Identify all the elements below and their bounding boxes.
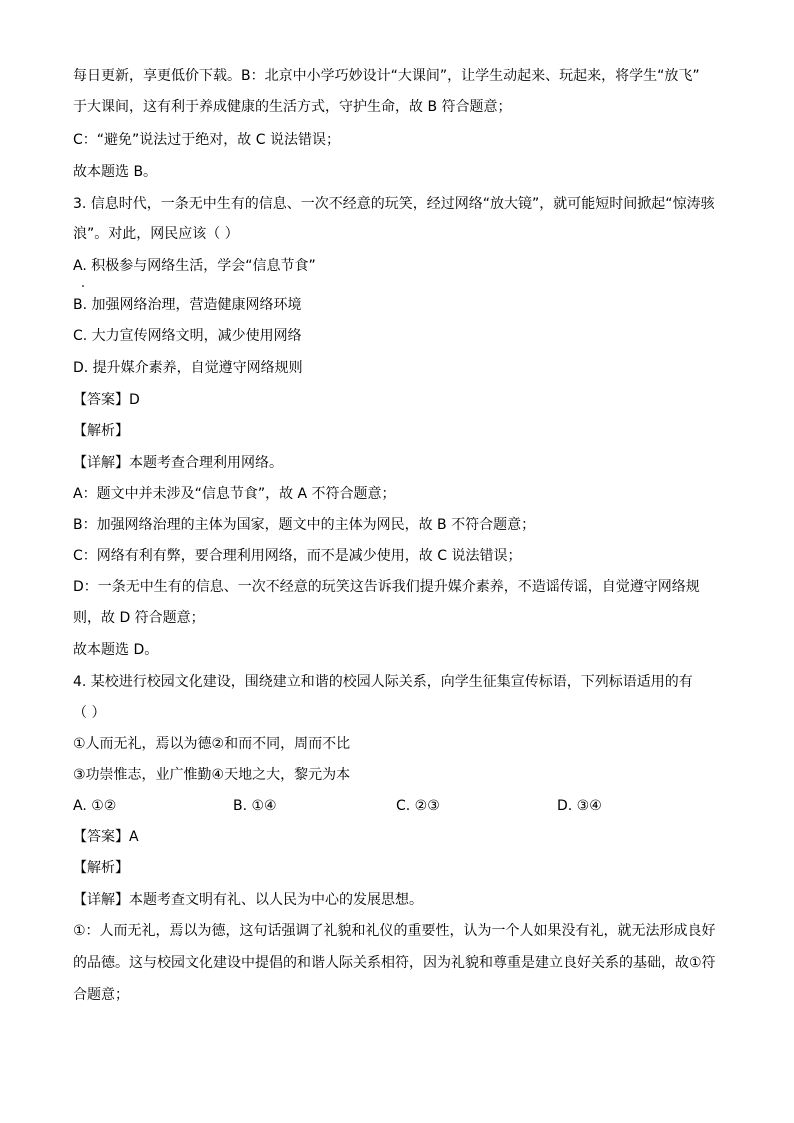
text-line: 的品德。这与校园文化建设中提倡的和谐人际关系相符，因为礼貌和尊重是建立良好关系的基础，故①符 xyxy=(73,955,716,971)
q4-option-d: D. ③④ xyxy=(557,798,602,814)
text-line: B：加强网络治理的主体为国家，题文中的主体为网民，故 B 不符合题意； xyxy=(73,517,536,533)
q4-option-b: B. ①④ xyxy=(233,798,277,814)
option-a: A. 积极参与网络生活，学会“信息节食” xyxy=(73,258,316,274)
stray-mark xyxy=(82,285,84,287)
text-line: 故本题选 B。 xyxy=(73,164,158,180)
analysis-label: 【解析】 xyxy=(73,860,129,876)
analysis-label: 【解析】 xyxy=(73,423,129,439)
question-3-stem: 3. 信息时代，一条无中生有的信息、一次不经意的玩笑，经过网络“放大镜”，就可能短时间掀起“惊涛骇 xyxy=(73,196,715,212)
text-line: ①：人而无礼，焉以为德，这句话强调了礼貌和礼仪的重要性，认为一个人如果没有礼，就无法形成良好 xyxy=(73,923,716,939)
question-4-stem: （ ） xyxy=(73,705,106,721)
question-4-stem: 4. 某校进行校园文化建设，围绕建立和谐的校园人际关系，向学生征集宣传标语，下列标语适用的有 xyxy=(73,674,693,690)
text-line: D：一条无中生有的信息、一次不经意的玩笑这告诉我们提升媒介素养，不造谣传谣，自觉遵守网络规 xyxy=(73,579,700,595)
text-line: C：“避免”说法过于绝对，故 C 说法错误； xyxy=(73,132,340,148)
text-line: 每日更新，享更低价下载。B：北京中小学巧妙设计“大课间”，让学生动起来、玩起来，将学生“放飞” xyxy=(73,68,700,84)
statement-line: ③功崇惟志，业广惟勤④天地之大，黎元为本 xyxy=(73,767,351,783)
text-line: C：网络有利有弊，要合理利用网络，而不是减少使用，故 C 说法错误； xyxy=(73,548,522,564)
option-d: D. 提升媒介素养，自觉遵守网络规则 xyxy=(73,360,303,376)
text-line: 则，故 D 符合题意； xyxy=(73,610,205,626)
detail-line: 【详解】本题考查文明有礼、以人民为中心的发展思想。 xyxy=(73,892,423,908)
q4-option-c: C. ②③ xyxy=(396,798,440,814)
text-line: 故本题选 D。 xyxy=(73,642,159,658)
q4-option-a: A. ①② xyxy=(73,798,117,814)
text-line: 于大课间，这有利于养成健康的生活方式，守护生命，故 B 符合题意； xyxy=(73,99,512,115)
question-3-stem: 浪”。对此，网民应该（ ） xyxy=(73,226,239,242)
answer-label: 【答案】D xyxy=(73,392,140,408)
option-b: B. 加强网络治理，营造健康网络环境 xyxy=(73,297,302,313)
answer-label: 【答案】A xyxy=(73,829,139,845)
text-line: 合题意； xyxy=(73,987,129,1003)
text-line: A：题文中并未涉及“信息节食”，故 A 不符合题意； xyxy=(73,486,396,502)
statement-line: ①人而无礼，焉以为德②和而不同，周而不比 xyxy=(73,736,351,752)
option-c: C. 大力宣传网络文明，减少使用网络 xyxy=(73,328,302,344)
detail-line: 【详解】本题考查合理利用网络。 xyxy=(73,455,283,471)
